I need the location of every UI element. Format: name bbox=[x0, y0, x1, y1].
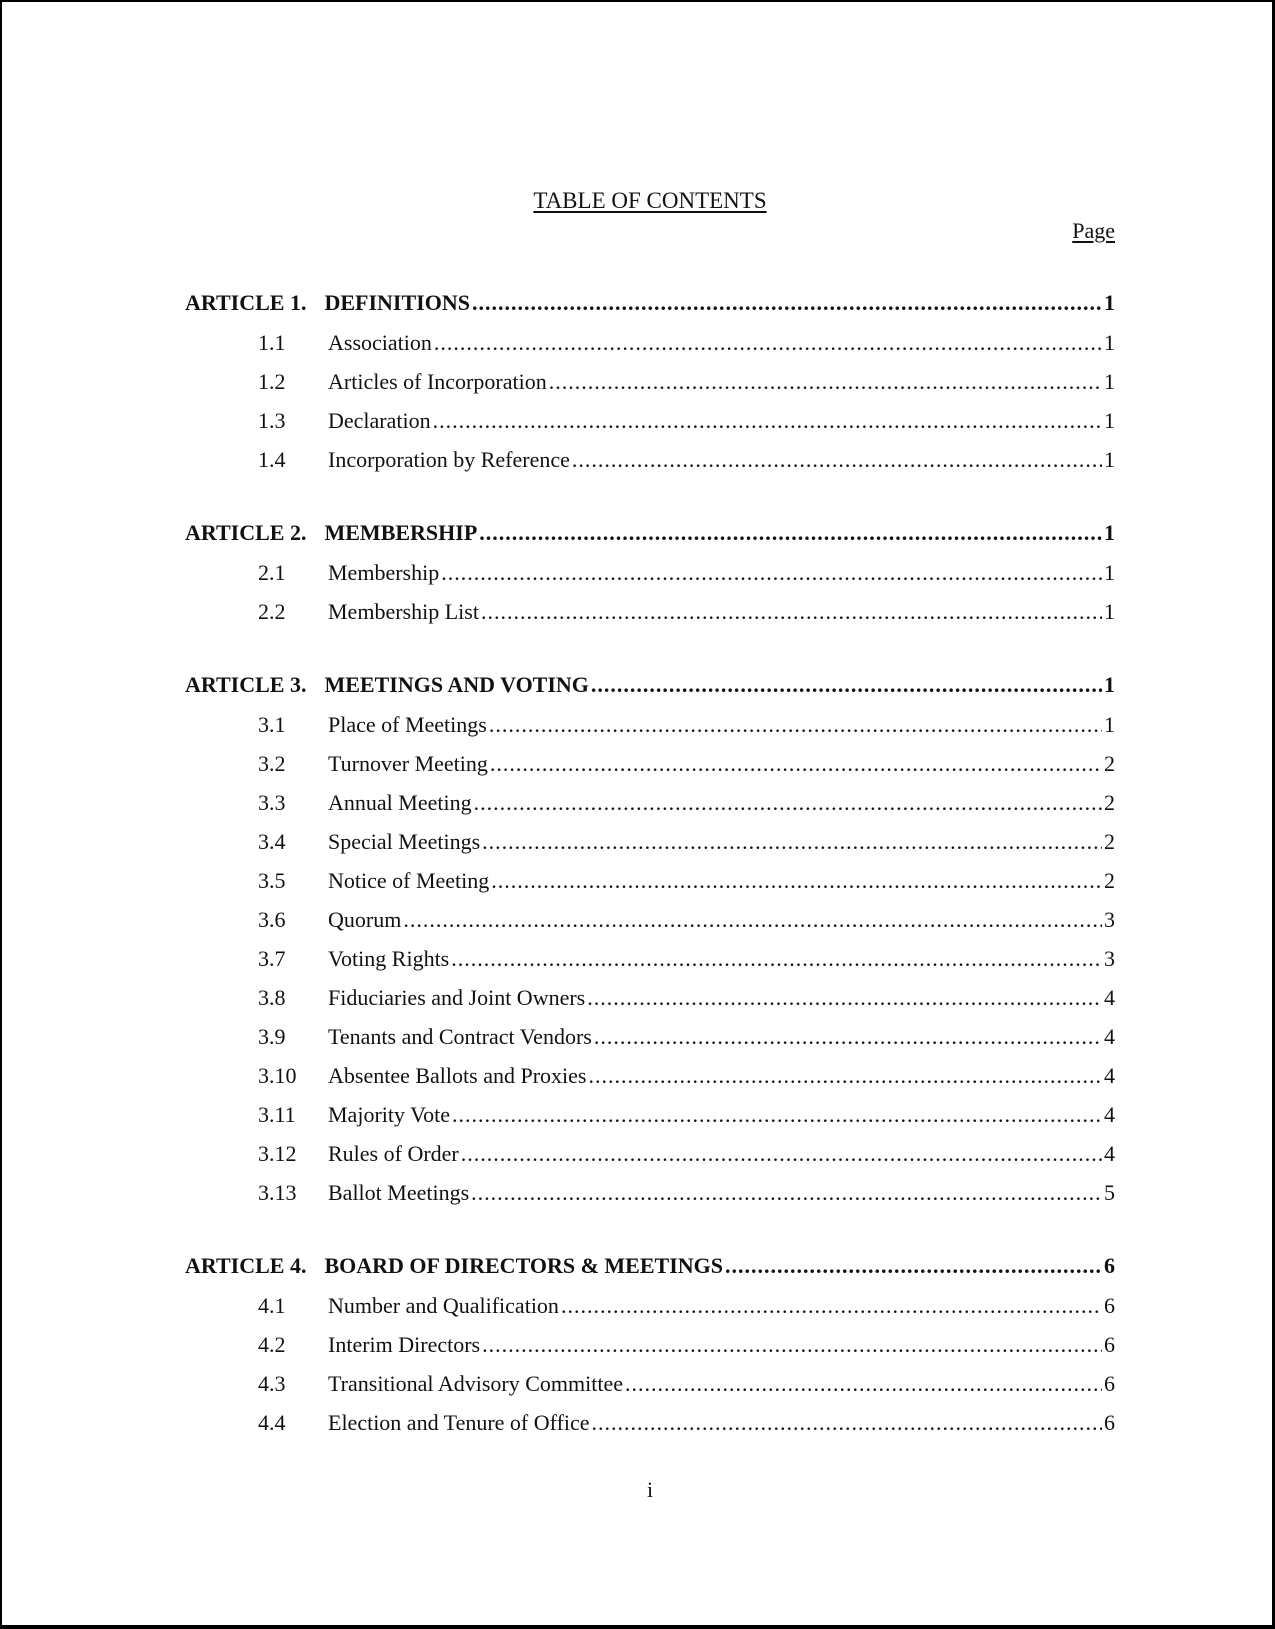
section-number-cell bbox=[185, 870, 328, 892]
section-number-cell bbox=[185, 1026, 328, 1048]
toc-section-row[interactable] bbox=[185, 371, 1115, 410]
section-title: Transitional Advisory Committee bbox=[328, 1371, 623, 1396]
article-page-number: 1 bbox=[1104, 520, 1115, 545]
section-title: Articles of Incorporation bbox=[328, 369, 547, 394]
section-number: 1.2 bbox=[258, 369, 286, 394]
toc-section-row[interactable] bbox=[185, 449, 1115, 488]
dot-leader bbox=[594, 1026, 1102, 1048]
dot-leader bbox=[490, 753, 1102, 775]
toc-section-row[interactable] bbox=[185, 714, 1115, 753]
section-number: 3.13 bbox=[258, 1180, 297, 1205]
dot-leader bbox=[433, 410, 1102, 432]
section-number: 4.3 bbox=[258, 1371, 286, 1396]
dot-leader bbox=[588, 1065, 1102, 1087]
section-number-cell bbox=[185, 1065, 328, 1087]
section-page-number: 4 bbox=[1104, 1141, 1115, 1166]
toc-section-row[interactable] bbox=[185, 1065, 1115, 1104]
dot-leader bbox=[489, 714, 1102, 736]
section-title: Election and Tenure of Office bbox=[328, 1410, 590, 1435]
toc-article-row[interactable] bbox=[185, 1255, 1115, 1295]
section-number: 3.5 bbox=[258, 868, 286, 893]
section-page-number: 1 bbox=[1104, 599, 1115, 624]
section-number: 4.4 bbox=[258, 1410, 286, 1435]
dot-leader bbox=[403, 909, 1102, 931]
page-column-heading: Page bbox=[1072, 218, 1115, 243]
toc-section-row[interactable] bbox=[185, 1143, 1115, 1182]
section-page-number: 5 bbox=[1104, 1180, 1115, 1205]
section-page-number: 3 bbox=[1104, 946, 1115, 971]
toc-section-row[interactable] bbox=[185, 909, 1115, 948]
section-page-number: 4 bbox=[1104, 1102, 1115, 1127]
section-number: 3.6 bbox=[258, 907, 286, 932]
dot-leader bbox=[461, 1143, 1102, 1165]
section-page-number: 4 bbox=[1104, 1063, 1115, 1088]
scan-border-left bbox=[0, 0, 2, 1629]
section-number: 3.7 bbox=[258, 946, 286, 971]
dot-leader bbox=[482, 1334, 1102, 1356]
footer-page-number: i bbox=[646, 1477, 654, 1502]
section-number-cell bbox=[185, 909, 328, 931]
dot-leader bbox=[591, 674, 1102, 696]
section-page-number: 4 bbox=[1104, 985, 1115, 1010]
toc-section-row[interactable] bbox=[185, 1334, 1115, 1373]
section-number: 4.1 bbox=[258, 1293, 286, 1318]
article-page-number: 1 bbox=[1104, 672, 1115, 697]
dot-leader bbox=[592, 1412, 1102, 1434]
toc-section-row[interactable] bbox=[185, 948, 1115, 987]
section-number: 3.2 bbox=[258, 751, 286, 776]
table-of-contents bbox=[185, 292, 1115, 1451]
section-number-cell bbox=[185, 332, 328, 354]
section-number-cell bbox=[185, 371, 328, 393]
section-number-cell bbox=[185, 1182, 328, 1204]
section-page-number: 1 bbox=[1104, 712, 1115, 737]
section-number: 1.4 bbox=[258, 447, 286, 472]
section-number-cell bbox=[185, 714, 328, 736]
toc-article-row[interactable] bbox=[185, 674, 1115, 714]
toc-section-row[interactable] bbox=[185, 1373, 1115, 1412]
section-number-cell bbox=[185, 948, 328, 970]
article-label: ARTICLE 4. bbox=[185, 1253, 307, 1278]
section-page-number: 2 bbox=[1104, 790, 1115, 815]
section-number-cell bbox=[185, 831, 328, 853]
dot-leader bbox=[474, 792, 1102, 814]
section-number-cell bbox=[185, 1334, 328, 1356]
dot-leader bbox=[434, 332, 1102, 354]
section-title: Interim Directors bbox=[328, 1332, 481, 1357]
section-number: 3.4 bbox=[258, 829, 286, 854]
section-page-number: 2 bbox=[1104, 829, 1115, 854]
section-title: Voting Rights bbox=[328, 946, 450, 971]
dot-leader bbox=[725, 1255, 1102, 1277]
section-number-cell bbox=[185, 1143, 328, 1165]
section-page-number: 6 bbox=[1104, 1410, 1115, 1435]
scan-border-bottom bbox=[0, 1625, 1275, 1629]
section-page-number: 6 bbox=[1104, 1293, 1115, 1318]
document-title: TABLE OF CONTENTS bbox=[533, 188, 767, 213]
section-title: Membership bbox=[328, 560, 440, 585]
article-page-number: 1 bbox=[1104, 290, 1115, 315]
section-number: 2.1 bbox=[258, 560, 286, 585]
section-page-number: 1 bbox=[1104, 369, 1115, 394]
section-title: Ballot Meetings bbox=[328, 1180, 470, 1205]
article-page-number: 6 bbox=[1104, 1253, 1115, 1278]
dot-leader bbox=[472, 292, 1102, 314]
dot-leader bbox=[625, 1373, 1102, 1395]
dot-leader bbox=[561, 1295, 1102, 1317]
section-number: 2.2 bbox=[258, 599, 286, 624]
toc-section-row[interactable] bbox=[185, 410, 1115, 449]
section-title: Place of Meetings bbox=[328, 712, 487, 737]
section-page-number: 3 bbox=[1104, 907, 1115, 932]
section-number: 3.10 bbox=[258, 1063, 297, 1088]
section-title: Annual Meeting bbox=[328, 790, 472, 815]
toc-section-row[interactable] bbox=[185, 1104, 1115, 1143]
section-title: Association bbox=[328, 330, 432, 355]
dot-leader bbox=[481, 601, 1102, 623]
section-title: Special Meetings bbox=[328, 829, 481, 854]
section-number-cell bbox=[185, 792, 328, 814]
section-number-cell bbox=[185, 449, 328, 471]
article-label: ARTICLE 3. bbox=[185, 672, 307, 697]
section-page-number: 2 bbox=[1104, 868, 1115, 893]
section-number: 1.1 bbox=[258, 330, 286, 355]
toc-section-row[interactable] bbox=[185, 332, 1115, 371]
article-label: ARTICLE 1. bbox=[185, 290, 307, 315]
section-number: 3.9 bbox=[258, 1024, 286, 1049]
dot-leader bbox=[452, 1104, 1102, 1126]
toc-section-row[interactable] bbox=[185, 1295, 1115, 1334]
toc-section-row[interactable] bbox=[185, 753, 1115, 792]
toc-section-row[interactable] bbox=[185, 562, 1115, 601]
section-number-cell bbox=[185, 562, 328, 584]
section-page-number: 1 bbox=[1104, 408, 1115, 433]
dot-leader bbox=[479, 522, 1102, 544]
section-title: Turnover Meeting bbox=[328, 751, 488, 776]
toc-section-row[interactable] bbox=[185, 987, 1115, 1026]
dot-leader bbox=[572, 449, 1102, 471]
section-title: Notice of Meeting bbox=[328, 868, 490, 893]
section-number-cell bbox=[185, 753, 328, 775]
section-number-cell bbox=[185, 1104, 328, 1126]
article-label: ARTICLE 2. bbox=[185, 520, 307, 545]
toc-section-row[interactable] bbox=[185, 870, 1115, 909]
section-number-cell bbox=[185, 1412, 328, 1434]
toc-section-row[interactable] bbox=[185, 601, 1115, 640]
section-title: Membership List bbox=[328, 599, 479, 624]
section-title: Number and Qualification bbox=[328, 1293, 559, 1318]
article-title: DEFINITIONS bbox=[324, 290, 470, 315]
section-page-number: 2 bbox=[1104, 751, 1115, 776]
section-number: 3.11 bbox=[258, 1102, 296, 1127]
section-page-number: 1 bbox=[1104, 560, 1115, 585]
section-number: 3.3 bbox=[258, 790, 286, 815]
section-title: Declaration bbox=[328, 408, 431, 433]
section-title: Rules of Order bbox=[328, 1141, 459, 1166]
dot-leader bbox=[482, 831, 1102, 853]
toc-article-row[interactable] bbox=[185, 522, 1115, 562]
dot-leader bbox=[549, 371, 1102, 393]
section-number-cell bbox=[185, 1373, 328, 1395]
section-title: Majority Vote bbox=[328, 1102, 451, 1127]
section-number-cell bbox=[185, 601, 328, 623]
section-number-cell bbox=[185, 987, 328, 1009]
section-page-number: 6 bbox=[1104, 1332, 1115, 1357]
dot-leader bbox=[451, 948, 1102, 970]
section-number: 1.3 bbox=[258, 408, 286, 433]
section-number: 3.1 bbox=[258, 712, 286, 737]
section-number: 4.2 bbox=[258, 1332, 286, 1357]
toc-section-row[interactable] bbox=[185, 792, 1115, 831]
dot-leader bbox=[491, 870, 1102, 892]
section-page-number: 4 bbox=[1104, 1024, 1115, 1049]
article-title: BOARD OF DIRECTORS & MEETINGS bbox=[324, 1253, 723, 1278]
toc-section-row[interactable] bbox=[185, 1026, 1115, 1065]
toc-section-row[interactable] bbox=[185, 1182, 1115, 1221]
article-title: MEMBERSHIP bbox=[324, 520, 478, 545]
section-number-cell bbox=[185, 410, 328, 432]
section-title: Tenants and Contract Vendors bbox=[328, 1024, 592, 1049]
section-number: 3.8 bbox=[258, 985, 286, 1010]
article-title: MEETINGS AND VOTING bbox=[324, 672, 589, 697]
dot-leader bbox=[587, 987, 1102, 1009]
section-number: 3.12 bbox=[258, 1141, 297, 1166]
section-page-number: 6 bbox=[1104, 1371, 1115, 1396]
section-title: Incorporation by Reference bbox=[328, 447, 570, 472]
scan-border-top bbox=[0, 0, 1275, 2]
section-number-cell bbox=[185, 1295, 328, 1317]
toc-article-row[interactable] bbox=[185, 292, 1115, 332]
toc-section-row[interactable] bbox=[185, 831, 1115, 870]
section-title: Fiduciaries and Joint Owners bbox=[328, 985, 586, 1010]
section-page-number: 1 bbox=[1104, 447, 1115, 472]
toc-section-row[interactable] bbox=[185, 1412, 1115, 1451]
dot-leader bbox=[441, 562, 1102, 584]
dot-leader bbox=[471, 1182, 1102, 1204]
section-title: Quorum bbox=[328, 907, 402, 932]
section-page-number: 1 bbox=[1104, 330, 1115, 355]
section-title: Absentee Ballots and Proxies bbox=[328, 1063, 587, 1088]
